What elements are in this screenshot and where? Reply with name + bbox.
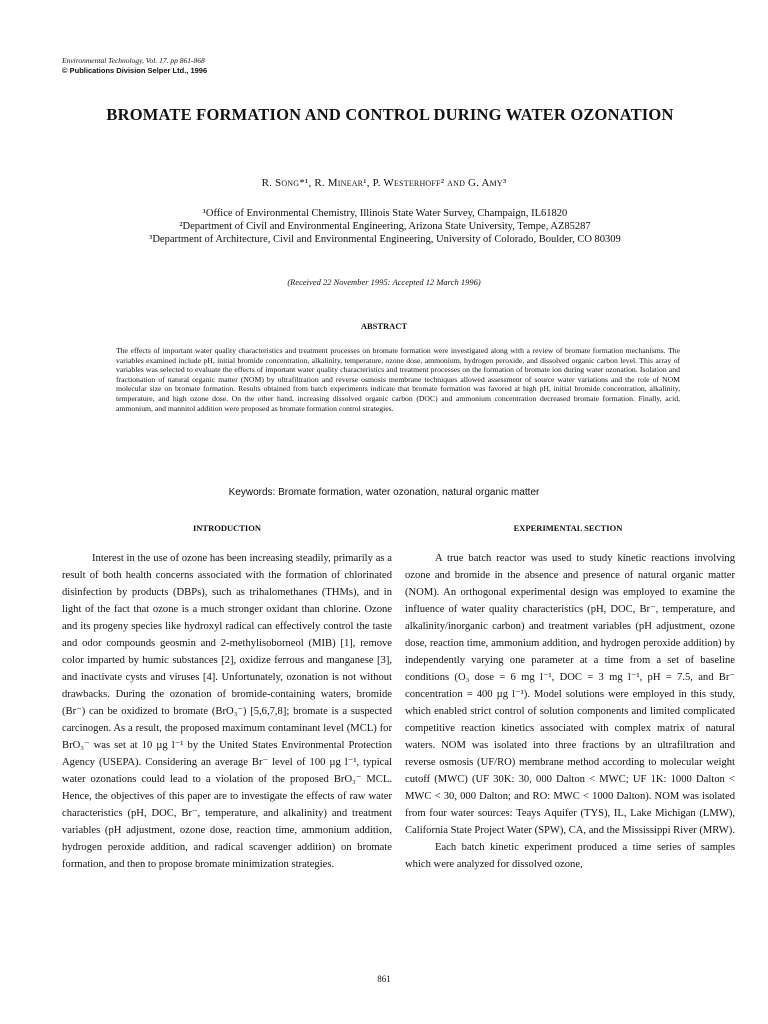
paper-title: BROMATE FORMATION AND CONTROL DURING WATER OZONATION — [106, 105, 674, 124]
journal-citation: Environmental Technology, Vol. 17. pp 861-868 — [62, 56, 205, 65]
journal-copyright: © Publications Division Selper Ltd., 1996 — [62, 66, 208, 75]
author-list: R. Song*¹, R. Minear¹, P. Westerhoff² and G. Amy³ — [261, 177, 507, 189]
affiliation-1: ¹Office of Environmental Chemistry, Illinois State Water Survey, Champaign, IL61820 — [202, 208, 568, 219]
keywords: Keywords: Bromate formation, water ozonation, natural organic matter — [228, 487, 540, 498]
page-number: 861 — [377, 974, 391, 984]
experimental-paragraph-2: Each batch kinetic experiment produced a time series of samples which were analyzed for dissolved ozone, — [405, 842, 735, 870]
introduction-heading: INTRODUCTION — [192, 523, 261, 533]
affiliation-2: ²Department of Civil and Environmental Engineering, Arizona State University, Tempe, AZ85287 — [179, 221, 591, 232]
experimental-column — [405, 550, 735, 873]
introduction-column — [62, 550, 392, 873]
experimental-paragraph-1: A true batch reactor was used to study kinetic reactions involving ozone and bromide in the absence and presence of natural organic matter (NOM). An orthogonal experimental design was employed to examine the influence of water quality characteristics (pH, DOC, Br⁻, temperature, and alkalinity/inorganic carbon) and treatment variables (pH adjustment, ozone dose, reaction time, ammonium addition, and hydrogen peroxide addition) by independently varying one parameter at a time from a set of baseline conditions (O₃ dose = 6 mg l⁻¹, DOC = 3 mg l⁻¹, pH = 7.5, and Br⁻ concentration = 400 µg l⁻¹). Model solutions were employed in this study, which enabled strict control of solution components and limited complicated competitive reaction kinetics associated with complex matrix of natural waters. NOM was isolated into three fractions by an ultrafiltration and reverse osmosis (UF/RO) membrane method according to molecular weight cutoff (MWC) (UF 30K: 30, 000 Dalton < MWC; UF 1K: 1000 Dalton < MWC < 30, 000 Dalton; and RO: MWC < 1000 Dalton). NOM was isolated from four water sources: Teays Aquifer (TYS), IL, Lake Michigan (LMW), California State Project Water (SPW), CA, and the Mississippi River (MRW). — [405, 553, 735, 836]
introduction-paragraph: Interest in the use of ozone has been increasing steadily, primarily as a result of both health concerns associated with the formation of chlorinated disinfection by products (DBPs), such as trihalomethanes (THMs), and in light of the fact that ozone is a much stronger oxidant than chlorine. Ozone and its progeny species like hydroxyl radical can effectively control the taste and odor compounds geosmin and 2-methylisoborneol (MIB) [1], remove color imparted by humic substances [2], oxidize ferrous and manganese [3], and inactivate cysts and viruses [4]. Unfortunately, ozonation is not without drawbacks. During the ozonation of bromide-containing waters, bromide (Br⁻) can be oxidized to bromate (BrO₃⁻) [5,6,7,8]; bromate is a suspected carcinogen. As a result, the proposed maximum contaminant level (MCL) for BrO₃⁻ was set at 10 µg l⁻¹ by the United States Environmental Protection Agency (USEPA). Considering an average Br⁻ level of 100 µg l⁻¹, typical water ozonations could lead to a violation of the proposed BrO₃⁻ MCL. Hence, the objectives of this paper are to investigate the effects of raw water characteristics (pH, DOC, Br⁻, temperature, and alkalinity) and treatment variables (pH adjustment, ozone dose, reaction time, ammonium addition, hydrogen peroxide addition, and radical scavenger addition) on bromate formation, and then to propose bromate minimization strategies. — [62, 553, 392, 870]
affiliations — [60, 207, 710, 246]
journal-header — [62, 56, 207, 76]
experimental-heading: EXPERIMENTAL SECTION — [513, 523, 623, 533]
abstract-text: The effects of important water quality characteristics and treatment processes on bromate formation were investigated along with a review of bromate formation mechanisms. The variables examined include pH, initial bromide concentration, alkalinity, temperature, ozone dose, ammonium, hydrogen peroxide, and dissolved organic carbon level. This array of variables was selected to evaluate the effects of important water quality characteristics and treatment processes on the formation of bromate ion during water ozonation. Isolation and fractionation of natural organic matter (NOM) by ultrafiltration and reverse osmosis membrane techniques allowed assessment of source water variations and the role of NOM molecular size on bromate formation. Results obtained from batch experiments indicate that bromate formation was favored at high pH, initial bromide concentration, alkalinity, temperature, and high ozone dose. On the other hand, increasing dissolved organic carbon (DOC) and ammonium concentration decreased bromate formation. Finally, acid, ammonium, and mannitol addition were proposed as bromate formation control strategies. — [116, 346, 680, 413]
received-dates: (Received 22 November 1995: Accepted 12 March 1996) — [287, 277, 481, 287]
affiliation-3: ³Department of Architecture, Civil and Environmental Engineering, University of Colorado, Boulder, CO 80309 — [149, 234, 621, 245]
abstract-heading: ABSTRACT — [360, 321, 408, 331]
